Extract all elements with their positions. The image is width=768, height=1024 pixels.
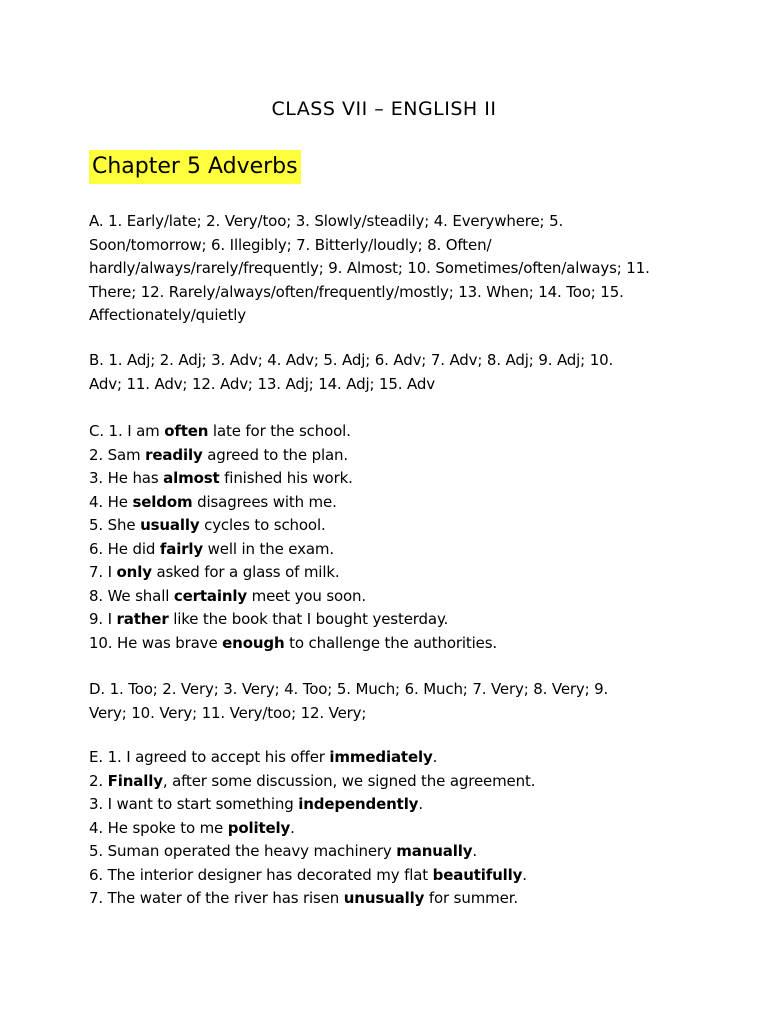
chapter-heading: Chapter 5 Adverbs: [89, 150, 301, 184]
list-item: 7. The water of the river has risen unusually for summer.: [89, 889, 518, 907]
list-item: 7. I only asked for a glass of milk.: [89, 563, 340, 581]
list-item: 2. Finally, after some discussion, we signed the agreement.: [89, 771, 536, 790]
section-e-answers: [89, 746, 689, 911]
list-item: 4. He spoke to me politely.: [89, 818, 295, 837]
section-b-line: Adv; 11. Adv; 12. Adv; 13. Adj; 14. Adj; 15. Adv: [89, 374, 435, 393]
adverb-answer: readily: [145, 445, 203, 464]
section-a-line: hardly/always/rarely/frequently; 9. Almost; 10. Sometimes/often/always; 11.: [89, 259, 650, 277]
adverb-answer: fairly: [159, 539, 204, 558]
section-a-line: There; 12. Rarely/always/often/frequently/mostly; 13. When; 14. Too; 15.: [89, 282, 624, 301]
list-item: 6. He did fairly well in the exam.: [89, 539, 334, 558]
section-d-line: D. 1. Too; 2. Very; 3. Very; 4. Too; 5. Much; 6. Much; 7. Very; 8. Very; 9.: [89, 680, 609, 698]
adverb-answer: manually: [396, 842, 473, 860]
adverb-answer: unusually: [343, 889, 425, 907]
adverb-answer: independently: [298, 795, 419, 813]
list-item: 10. He was brave enough to challenge the authorities.: [89, 633, 497, 652]
list-item: 5. Suman operated the heavy machinery manually.: [89, 842, 477, 860]
list-item: 4. He seldom disagrees with me.: [89, 492, 337, 511]
adverb-answer: usually: [140, 516, 200, 534]
list-item: 9. I rather like the book that I bought yesterday.: [89, 610, 449, 628]
adverb-answer: beautifully: [432, 865, 523, 884]
section-a-line: Soon/tomorrow; 6. Illegibly; 7. Bitterly/loudly; 8. Often/: [89, 235, 492, 254]
list-item: C. 1. I am often late for the school.: [89, 422, 351, 440]
adverb-answer: almost: [163, 469, 220, 487]
list-item: 8. We shall certainly meet you soon.: [89, 586, 367, 605]
list-item: 5. She usually cycles to school.: [89, 516, 326, 534]
list-item: E. 1. I agreed to accept his offer immediately.: [89, 748, 438, 766]
list-item: 3. I want to start something independently.: [89, 795, 423, 813]
adverb-answer: Finally: [107, 771, 163, 790]
adverb-answer: immediately: [329, 748, 433, 766]
adverb-answer: certainly: [173, 586, 248, 605]
list-item: 2. Sam readily agreed to the plan.: [89, 445, 349, 464]
adverb-answer: enough: [222, 633, 285, 652]
section-d-line: Very; 10. Very; 11. Very/too; 12. Very;: [89, 703, 367, 722]
section-c-answers: [89, 420, 689, 655]
section-d-answers: [89, 678, 689, 725]
adverb-answer: rather: [116, 610, 169, 628]
section-a-answers: [89, 210, 689, 328]
section-b-line: B. 1. Adj; 2. Adj; 3. Adv; 4. Adv; 5. Adj; 6. Adv; 7. Adv; 8. Adj; 9. Adj; 10.: [89, 351, 614, 369]
page-title: CLASS VII – ENGLISH II: [271, 98, 497, 120]
list-item: 6. The interior designer has decorated my flat beautifully.: [89, 865, 527, 884]
list-item: 3. He has almost finished his work.: [89, 469, 353, 487]
adverb-answer: often: [164, 422, 209, 440]
section-b-answers: [89, 349, 689, 396]
adverb-answer: only: [116, 563, 152, 581]
adverb-answer: politely: [227, 818, 291, 837]
section-a-line: A. 1. Early/late; 2. Very/too; 3. Slowly/steadily; 4. Everywhere; 5.: [89, 212, 564, 230]
section-a-line: Affectionately/quietly: [89, 306, 246, 324]
adverb-answer: seldom: [132, 492, 193, 511]
